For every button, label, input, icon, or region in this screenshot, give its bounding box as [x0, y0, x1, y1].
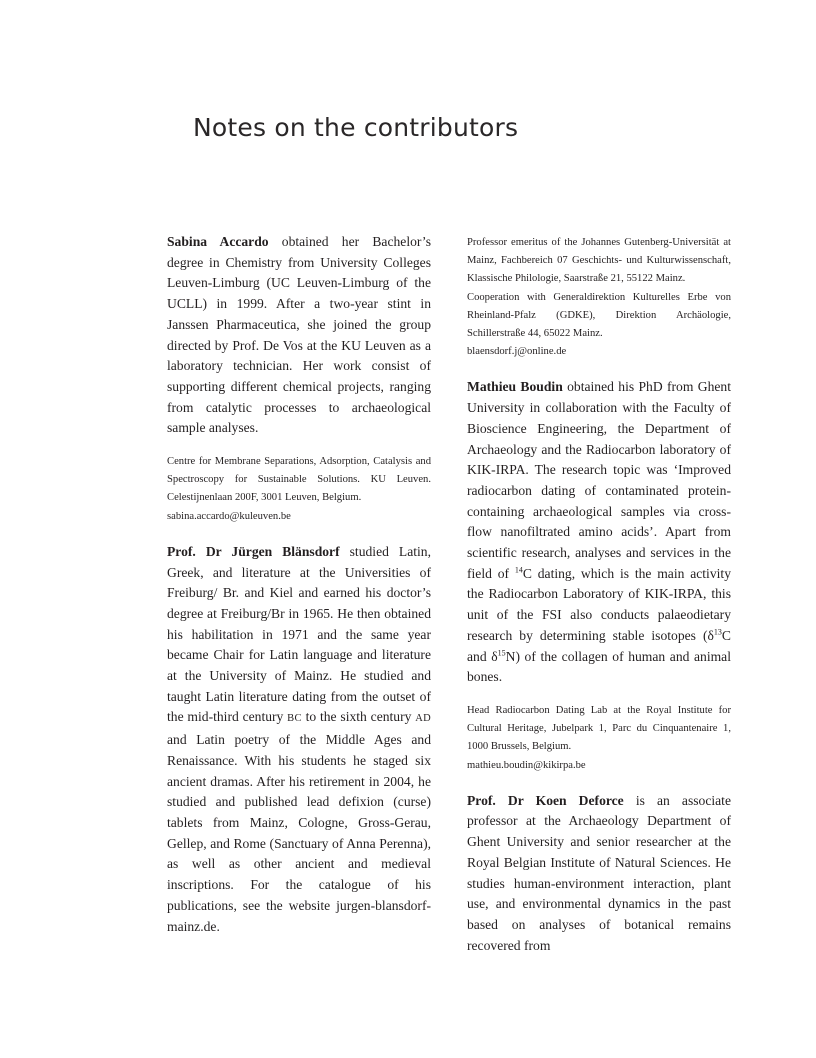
bio-text: N) of the collagen of human and animal bones. [467, 648, 731, 685]
bio-blansdorf [167, 542, 431, 937]
contributor-name: Prof. Dr Koen Deforce [467, 792, 624, 808]
era-bc: BC [287, 713, 302, 725]
era-ad: AD [415, 713, 431, 725]
bio-boudin [467, 377, 731, 688]
contributor-name: Mathieu Boudin [467, 379, 563, 395]
bio-text: C dating, which is the main activity the Radiocarbon Laboratory of KIK-IRPA, this unit of the FSI also conducts palaeodietary research by determining stable isotopes (δ [467, 565, 731, 643]
affiliation-blansdorf [467, 234, 731, 361]
affiliation-text: Centre for Membrane Separations, Adsorption, Catalysis and Spectroscopy for Sustainable Solutions. KU Leuven. Celestijnenlaan 200F, 3001 Leuven, Belgium. [167, 456, 431, 504]
left-column [167, 232, 431, 951]
contributor-name: Sabina Accardo [167, 234, 269, 249]
superscript: 14 [514, 565, 523, 575]
email-link[interactable]: blaensdorf.j@online.de [467, 346, 567, 358]
affiliation-text: Head Radiocarbon Dating Lab at the Royal Institute for Cultural Heritage, Jubelpark 1, Parc du Cinquantenaire 1, 1000 Brussels, Belgium. [467, 704, 731, 753]
page-title: Notes on the contributors [193, 113, 519, 142]
bio-text: to the sixth century [301, 709, 416, 725]
affiliation-accardo [167, 453, 431, 526]
email-link[interactable]: sabina.accardo@kuleuven.be [167, 510, 291, 522]
affiliation-boudin [467, 702, 731, 775]
email-link[interactable]: mathieu.boudin@kikirpa.be [467, 759, 586, 771]
bio-text: obtained his PhD from Ghent University in collaboration with the Faculty of Bioscience Engineering, the Department of Archaeology and the Radiocarbon laboratory of KIK-IRPA. The research topic was ‘Improved radiocarbon dating of contaminated protein-containing archaeological samples via cross-flow nanofiltrated amino acids’. Apart from scientific research, analyses and services in the field of [467, 379, 732, 581]
contributor-name: Prof. Dr Jürgen Blänsdorf [167, 543, 340, 559]
superscript: 13 [713, 627, 722, 637]
bio-text: studied Latin, Greek, and literature at the Universities of Freiburg/ Br. and Kiel and earned his doctor’s degree at Freiburg/Br in 1965. He then obtained his habilitation in 1971 and the same year became Chair for Latin language and literature at the University of Mainz. He studied and taught Latin literature dating from the outset of the mid-third century [167, 543, 431, 725]
bio-text: C and δ [467, 627, 731, 664]
bio-accardo [167, 232, 431, 439]
superscript: 15 [497, 648, 506, 658]
bio-text: is an associate professor at the Archaeology Department of Ghent University and senior researcher at the Royal Belgian Institute of Natural Sciences. He studies human-environment interaction, plant use, and environmental dynamics in the past based on analyses of botanical remains recovered from [467, 792, 731, 953]
bio-text: obtained her Bachelor’s degree in Chemistry from University Colleges Leuven-Limburg (UC Leuven-Limburg of the UCLL) in 1999. After a two-year stint in Janssen Pharmaceutica, she joined the group directed by Prof. De Vos at the KU Leuven as a laboratory technician. Her work consist of supporting different chemical projects, ranging from catalytic processes to archaeological sample analyses. [167, 234, 431, 436]
right-column [467, 234, 731, 970]
affiliation-text: Cooperation with Generaldirektion Kulturelles Erbe von Rheinland-Pfalz (GDKE), Direktion Archäologie, Schillerstraße 44, 65022 Mainz. [467, 291, 731, 340]
affiliation-text: Professor emeritus of the Johannes Gutenberg-Universität at Mainz, Fachbereich 07 Geschichts- und Kulturwissenschaft, Klassische Philologie, Saarstraße 21, 55122 Mainz. [467, 237, 731, 285]
bio-text: and Latin poetry of the Middle Ages and Renaissance. With his students he staged six ancient dramas. After his retirement in 2004, he studied and published lead defixion (curse) tablets from Mainz, Cologne, Gross-Gerau, Gellep, and Rome (Sanctuary of Anna Perenna), as well as other ancient and medieval inscriptions. For the catalogue of his publications, see the website jurgen-blansdorf-mainz.de. [167, 732, 431, 934]
bio-deforce [467, 791, 731, 957]
